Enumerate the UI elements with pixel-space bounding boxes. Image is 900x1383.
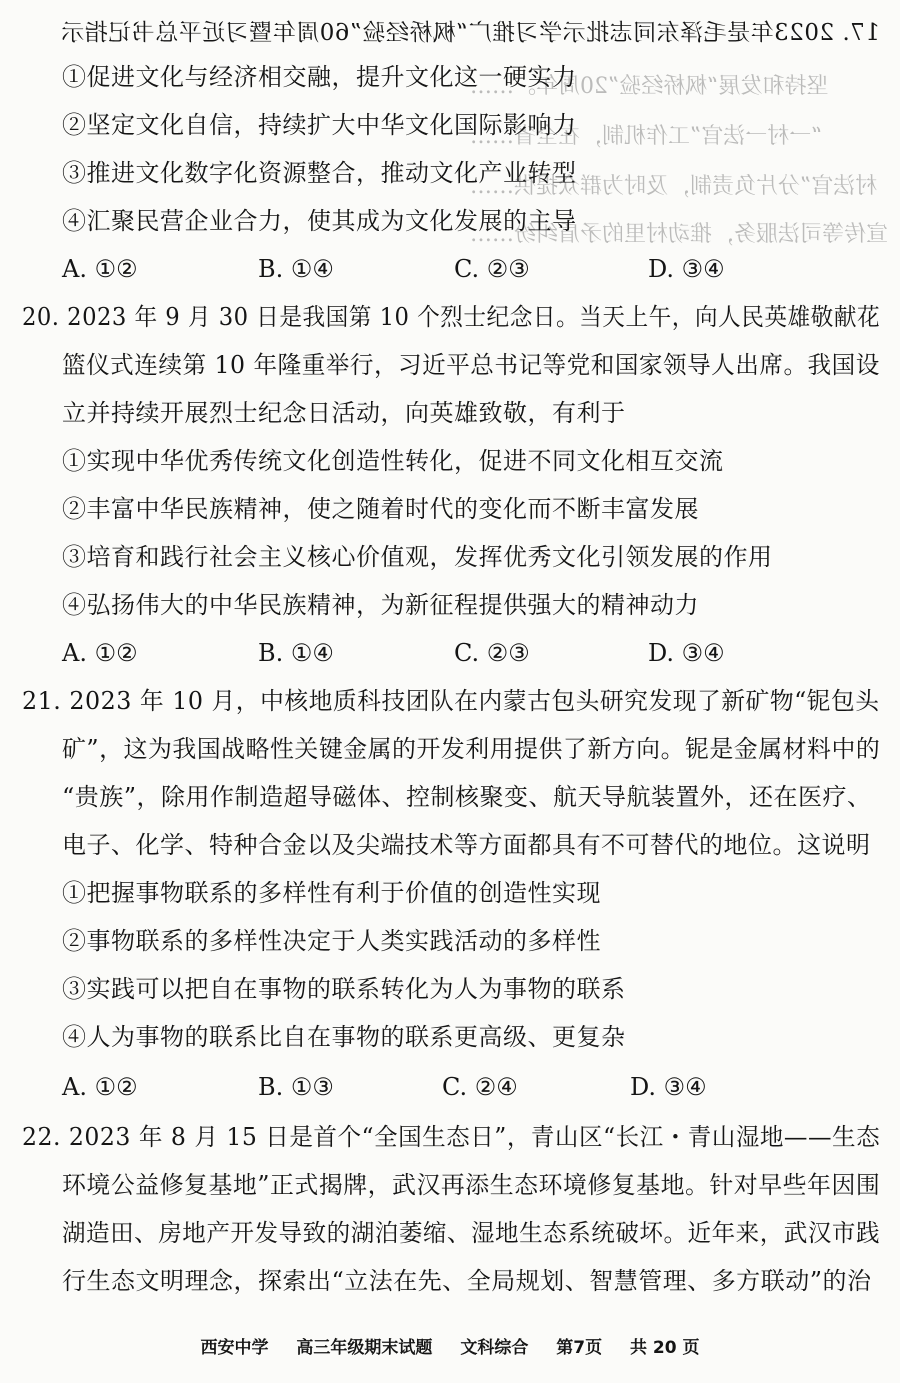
q22-stem-line-2: 环境公益修复基地”正式揭牌，武汉再添生态环境修复基地。针对早些年因围 [62,1171,881,1199]
q20-item-4: ④弘扬伟大的中华民族精神，为新征程提供强大的精神动力 [62,591,699,619]
bleed-through-text: 宣传等司法服务，推动村里的矛盾纠纷…… [470,222,889,247]
q19-item-1: ①促进文化与经济相交融，提升文化这一硬实力 [62,63,577,91]
bleed-through-text: 村法官”分片负责制，及时为群众提供…… [470,174,878,199]
q21-option-a: A. ①② [62,1073,138,1101]
q20-option-b: B. ①④ [258,639,334,667]
q20-item-2: ②丰富中华民族精神，使之随着时代的变化而不断丰富发展 [62,495,699,523]
q19-option-a: A. ①② [62,255,138,283]
q19-item-2: ②坚定文化自信，持续扩大中华文化国际影响力 [62,111,577,139]
q21-item-1: ①把握事物联系的多样性有利于价值的创造性实现 [62,879,601,907]
q21-option-d: D. ③④ [630,1073,707,1101]
q20-stem-line-3: 立并持续开展烈士纪念日活动，向英雄致敬，有利于 [62,399,626,427]
q21-item-3: ③实践可以把自在事物的联系转化为人为事物的联系 [62,975,626,1003]
q21-option-c: C. ②④ [442,1073,518,1101]
page-footer [0,1336,900,1360]
footer-total-pages: 共 20 页 [630,1338,700,1358]
q20-option-c: C. ②③ [454,639,530,667]
q20-item-3: ③培育和践行社会主义核心价值观，发挥优秀文化引领发展的作用 [62,543,773,571]
q21-option-b: B. ①③ [258,1073,334,1101]
q20-item-1: ①实现中华优秀传统文化创造性转化，促进不同文化相互交流 [62,447,724,475]
q19-option-c: C. ②③ [454,255,530,283]
q20-option-a: A. ①② [62,639,138,667]
q19-option-b: B. ①④ [258,255,334,283]
q22-stem-line-1: 22. 2023 年 8 月 15 日是首个“全国生态日”，青山区“长江・青山湿地——生态 [22,1123,881,1151]
footer-school: 西安中学 [200,1338,269,1358]
q19-options [62,254,862,284]
footer-page-number: 第7页 [556,1338,603,1358]
footer-exam: 高三年级期末试题 [296,1338,433,1358]
q22-stem-line-3: 湖造田、房地产开发导致的湖泊萎缩、湿地生态系统破坏。近年来，武汉市践 [62,1219,880,1247]
q20-stem-line-2: 篮仪式连续第 10 年隆重举行，习近平总书记等党和国家领导人出席。我国设 [62,351,880,379]
q21-options [62,1072,862,1102]
q21-stem-line-4: 电子、化学、特种合金以及尖端技术等方面都具有不可替代的地位。这说明 [62,831,871,859]
footer-subject: 文科综合 [460,1338,529,1358]
q19-item-3: ③推进文化数字化资源整合，推动文化产业转型 [62,159,577,187]
q19-option-d: D. ③④ [648,255,725,283]
q21-stem-line-2: 矿”，这为我国战略性关键金属的开发利用提供了新方向。铌是金属材料中的 [62,735,881,763]
q19-item-4: ④汇聚民营企业合力，使其成为文化发展的主导 [62,207,577,235]
q21-item-2: ②事物联系的多样性决定于人类实践活动的多样性 [62,927,601,955]
q21-item-4: ④人为事物的联系比自在事物的联系更高级、更复杂 [62,1023,626,1051]
q20-stem-line-1: 20. 2023 年 9 月 30 日是我国第 10 个烈士纪念日。当天上午，向人民英雄敬献花 [22,303,881,331]
q20-option-d: D. ③④ [648,639,725,667]
bleed-through-text: “一村一法官”工作机制，在全省…… [470,124,823,149]
q21-stem-line-3: “贵族”，除用作制造超导磁体、控制核聚变、航天导航装置外，还在医疗、 [62,783,872,811]
q22-stem-line-4: 行生态文明理念，探索出“立法在先、全局规划、智慧管理、多方联动”的治 [62,1267,872,1295]
q21-stem-line-1: 21. 2023 年 10 月，中核地质科技团队在内蒙古包头研究发现了新矿物“铌包头 [22,687,880,715]
header-fragment-mirrored: 17. 2023年是毛泽东同志批示学习推广“枫桥经验”60周年暨习近平总书记指示 [60,20,880,46]
bleed-through-text: 坚持和发展“枫桥经验”20周年。…… [470,74,829,99]
q20-options [62,638,862,668]
